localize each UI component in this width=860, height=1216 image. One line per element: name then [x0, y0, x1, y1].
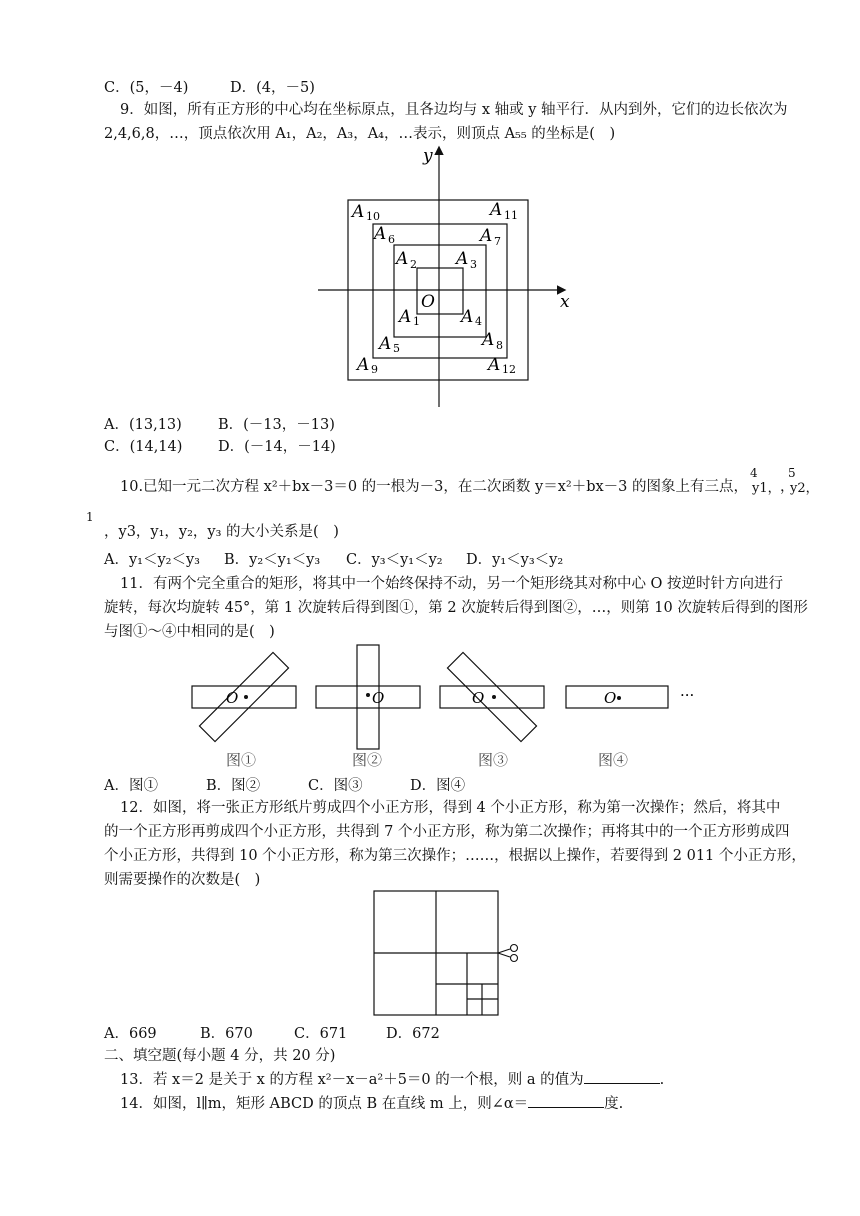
- svg-text:A: A: [488, 355, 501, 375]
- q12-option-a: A．669: [104, 1026, 157, 1042]
- svg-text:A: A: [490, 200, 503, 220]
- svg-text:5: 5: [393, 342, 400, 355]
- caption-figure-4: 图④: [598, 751, 629, 769]
- q11-option-b: B．图②: [206, 778, 261, 794]
- svg-text:A: A: [374, 224, 387, 244]
- vertex-label-a3: [454, 249, 477, 271]
- question-12-line-3: 个小正方形，共得到 10 个小正方形，称为第三次操作；……，根据以上操作，若要得到 2 011 个小正方形，: [104, 848, 806, 864]
- vertex-label-a11: [488, 200, 518, 222]
- vertex-label-a8: [480, 330, 503, 352]
- svg-text:2: 2: [410, 258, 417, 271]
- question-11-line-1: 11．有两个完全重合的矩形，将其中一个始终保持不动，另一个矩形绕其对称中心 O 按逆时针方向进行: [120, 576, 784, 592]
- q10-comma: ，: [780, 479, 795, 495]
- scissors-icon: [498, 945, 518, 962]
- svg-text:O: O: [472, 689, 485, 707]
- q12-option-c: C．671: [294, 1026, 348, 1042]
- caption-figure-3: 图③: [478, 751, 509, 769]
- q10-frac1-bottom: y1，: [752, 481, 781, 496]
- q11-option-c: C．图③: [308, 778, 363, 794]
- q10-option-d: D．y₁＜y₃＜y₂: [466, 552, 564, 568]
- figure-4: [566, 686, 668, 769]
- svg-text:8: 8: [496, 339, 503, 352]
- svg-text:A: A: [379, 334, 392, 354]
- q10-frac1-top: 4: [750, 466, 758, 480]
- svg-text:10: 10: [366, 210, 380, 223]
- section-heading: 二、填空题(每小题 4 分，共 20 分): [104, 1048, 336, 1064]
- question-13: [120, 1069, 664, 1090]
- rotated-rectangles-figure: [180, 642, 720, 772]
- question-14: [120, 1093, 623, 1114]
- x-axis-label: x: [560, 292, 570, 312]
- svg-text:A: A: [461, 307, 474, 327]
- figure-2: [316, 645, 420, 769]
- question-10-line-1: 10.已知一元二次方程 x²＋bx－3＝0 的一根为－3，在二次函数 y＝x²＋bx－3 的图象上有三点，: [120, 479, 748, 495]
- q10-option-a: A．y₁＜y₂＜y₃: [104, 552, 200, 568]
- vertex-label-a7: [478, 226, 501, 248]
- vertex-label-a4: [459, 307, 482, 328]
- y-axis-label: y: [423, 146, 433, 166]
- svg-text:9: 9: [371, 363, 378, 376]
- svg-text:A: A: [480, 226, 493, 246]
- question-12-line-2: 的一个正方形再剪成四个小正方形，共得到 7 个小正方形，称为第二次操作；再将其中的一个正方形剪成四: [104, 824, 790, 840]
- svg-text:A: A: [399, 307, 412, 327]
- question-13-text: 13．若 x＝2 是关于 x 的方程 x²－x－a²＋5＝0 的一个根，则 a 的值为: [120, 1072, 584, 1088]
- vertex-label-a10: [350, 202, 380, 223]
- svg-text:12: 12: [502, 363, 516, 376]
- svg-text:6: 6: [388, 233, 395, 246]
- q9-option-c: C．(14,14): [104, 439, 183, 455]
- question-13-end: .: [659, 1072, 665, 1088]
- svg-text:O: O: [372, 689, 385, 707]
- svg-text:1: 1: [413, 315, 420, 328]
- vertex-label-a6: [372, 224, 395, 246]
- vertex-label-a2: [394, 249, 417, 271]
- origin-label: O: [421, 292, 435, 312]
- question-12-line-1: 12．如图，将一张正方形纸片剪成四个小正方形，得到 4 个小正方形，称为第一次操作；然后，将其中: [120, 800, 781, 816]
- svg-text:4: 4: [475, 315, 482, 328]
- option-c: C．(5，－4): [104, 80, 189, 96]
- svg-text:7: 7: [494, 235, 501, 248]
- q9-option-d: D．(－14，－14): [218, 439, 336, 455]
- q11-option-d: D．图④: [410, 778, 466, 794]
- question-14-text: 14．如图，l∥m，矩形 ABCD 的顶点 B 在直线 m 上，则∠α＝: [120, 1096, 529, 1112]
- svg-text:A: A: [456, 249, 469, 269]
- question-10-line-2: ，y3，y₁，y₂，y₃ 的大小关系是( ): [104, 524, 339, 540]
- question-9-line-1: 9．如图，所有正方形的中心均在坐标原点，且各边均与 x 轴或 y 轴平行．从内到外，它们的边长依次为: [120, 102, 788, 118]
- svg-text:O: O: [604, 689, 617, 707]
- q12-option-d: D．672: [386, 1026, 440, 1042]
- q9-option-b: B．(－13，－13): [218, 417, 335, 433]
- question-11-line-2: 旋转，每次均旋转 45°，第 1 次旋转后得到图①，第 2 次旋转后得到图②，…，则第 10 次旋转后得到的图形: [104, 600, 808, 616]
- svg-text:11: 11: [504, 209, 518, 222]
- svg-text:A: A: [357, 355, 370, 375]
- figure-1: [192, 652, 296, 769]
- q10-frac2-top: 5: [788, 466, 796, 480]
- q12-option-b: B．670: [200, 1026, 253, 1042]
- figure-ellipsis: ···: [680, 686, 695, 704]
- question-9-line-2: 2,4,6,8，…，顶点依次用 A₁，A₂，A₃，A₄，…表示，则顶点 A₅₅ 的坐标是( ): [104, 126, 616, 142]
- q11-option-a: A．图①: [104, 778, 158, 794]
- answer-blank-13[interactable]: [584, 1069, 660, 1084]
- question-12-line-4: 则需要操作的次数是( ): [104, 872, 261, 888]
- svg-text:A: A: [482, 330, 495, 350]
- option-d: D．(4，－5): [230, 80, 315, 96]
- svg-text:3: 3: [470, 258, 477, 271]
- q10-frac3-top: 1: [86, 510, 94, 524]
- q9-option-a: A．(13,13): [104, 417, 182, 433]
- cut-squares-figure: [370, 888, 530, 1022]
- q10-option-c: C．y₃＜y₁＜y₂: [346, 552, 443, 568]
- svg-text:O: O: [226, 689, 239, 707]
- caption-figure-1: 图①: [226, 751, 257, 769]
- figure-3: [440, 652, 544, 769]
- caption-figure-2: 图②: [352, 751, 383, 769]
- svg-text:A: A: [352, 202, 365, 222]
- q10-frac2-bottom: y2，: [790, 481, 819, 496]
- nested-squares-figure: [310, 142, 580, 412]
- svg-text:A: A: [396, 249, 409, 269]
- question-14-end: 度.: [604, 1096, 624, 1112]
- answer-blank-14[interactable]: [528, 1093, 604, 1108]
- question-11-line-3: 与图①～④中相同的是( ): [104, 624, 275, 640]
- q10-option-b: B．y₂＜y₁＜y₃: [224, 552, 321, 568]
